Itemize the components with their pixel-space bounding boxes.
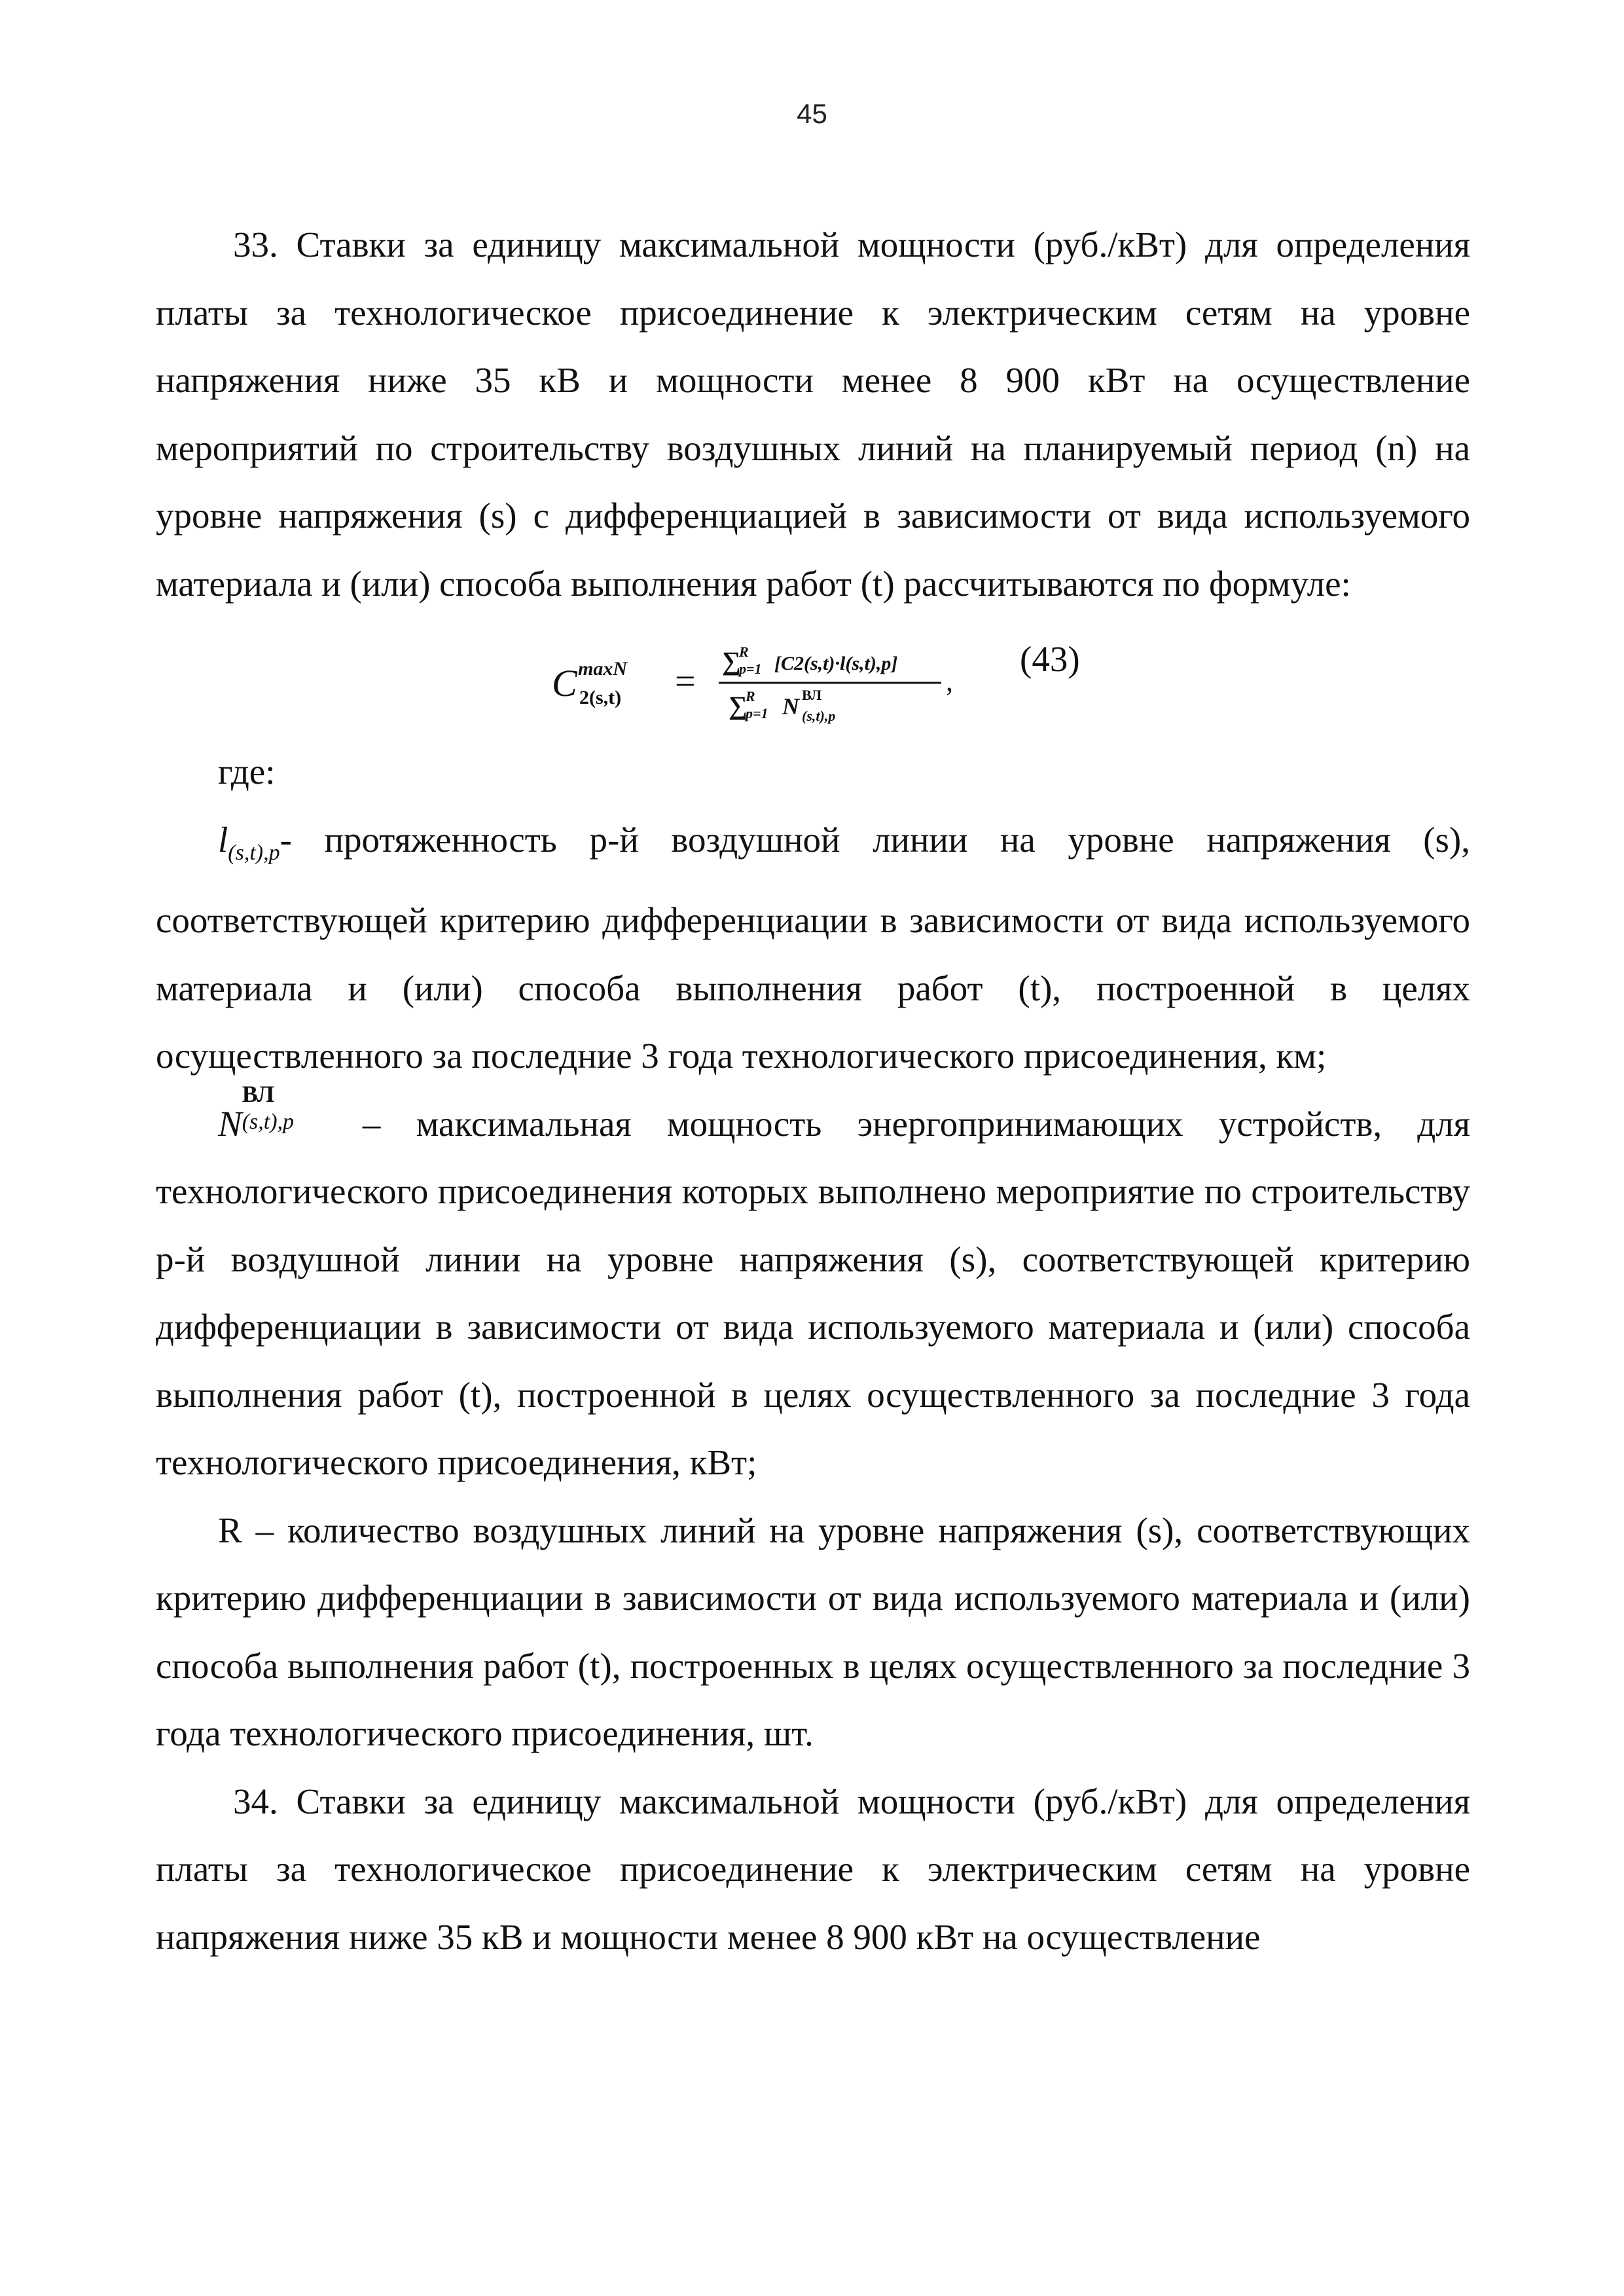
definition-n-symbol (218, 1080, 327, 1158)
formula-den-sum: ∑ (729, 691, 748, 720)
formula-num-bottom: p=1 (739, 661, 762, 677)
formula-svg (532, 623, 1003, 734)
formula-den-sup: ВЛ (802, 687, 822, 703)
formula-den-base: N (782, 693, 799, 720)
symbol-n-sup: ВЛ (242, 1080, 275, 1107)
symbol-n-sub: (s,t),p (242, 1109, 295, 1134)
paragraph-34: 34. Ставки за единицу максимальной мощности (руб./кВт) для определения платы за технологическое присоединение к электрическим сетям на уровне напряжения ниже 35 кВ и мощности менее 8 900 кВт на осуществление (156, 1781, 1470, 1957)
document-body (156, 211, 1470, 1971)
formula-lhs-sup: maxN (578, 658, 627, 680)
formula-lhs-sub: 2(s,t) (579, 687, 622, 708)
where-label: где: (218, 752, 276, 792)
formula-num-top: R (739, 644, 749, 660)
formula-num-sum: ∑ (722, 646, 741, 676)
definition-l-symbol (218, 806, 280, 887)
formula-den-top: R (746, 688, 755, 704)
symbol-n-base: N (218, 1103, 242, 1144)
definition-l-text: протяженность р-й воздушной линии на уровне напряжения (s), соответствующей критерию дифференциации в зависимости от вида используемого материала и (или) способа выполнения работ (t), построенной в целях осуществленного за последние 3 года технологического присоединения, км; (156, 819, 1470, 1076)
definition-l (156, 806, 1470, 1090)
definition-r-symbol: R (218, 1510, 242, 1550)
formula-den-bottom: p=1 (746, 705, 768, 721)
formula-num-body: [C2(s,t)·l(s,t),p] (774, 653, 898, 674)
symbol-l-base: l (218, 819, 228, 860)
formula-den-sub: (s,t),p (802, 708, 836, 724)
page-number: 45 (797, 98, 827, 129)
definition-n (156, 1080, 1471, 1497)
definition-l-separator: - (280, 819, 292, 860)
formula-43 (156, 623, 1470, 734)
formula-lhs-base: C (552, 662, 577, 704)
formula-equals: = (675, 661, 696, 702)
definition-r-text: количество воздушных линий на уровне напряжения (s), соответствующих критерию дифференциации в зависимости от вида используемого материала и (или) способа выполнения работ (t), построенных в целях осуществленного за последние 3 года технологического присоединения, шт. (156, 1510, 1471, 1753)
formula-comma: , (946, 665, 953, 697)
paragraph-33: 33. Ставки за единицу максимальной мощности (руб./кВт) для определения платы за технологическое присоединение к электрическим сетям на уровне напряжения ниже 35 кВ и мощности менее 8 900 кВт на осуществление мероприятий по строительству воздушных линий на планируемый период (n) на уровне напряжения (s) с дифференциацией в зависимости от вида используемого материала и (или) способа выполнения работ (t) рассчитываются по формуле: (156, 225, 1470, 604)
definition-r (156, 1497, 1470, 1768)
definition-n-text: максимальная мощность энергопринимающих устройств, для технологического присоединения которых выполнено мероприятие по строительству р-й воздушной линии на уровне напряжения (s), соответствующей критерию дифференциации в зависимости от вида используемого материала и (или) способа выполнения работ (t), построенной в целях осуществленного за последние 3 года технологического присоединения, кВт; (156, 1103, 1471, 1482)
definition-n-separator: – (362, 1103, 381, 1144)
definition-r-separator: – (255, 1510, 274, 1550)
symbol-l-sub: (s,t),p (228, 840, 280, 865)
formula-number: (43) (1020, 639, 1080, 679)
